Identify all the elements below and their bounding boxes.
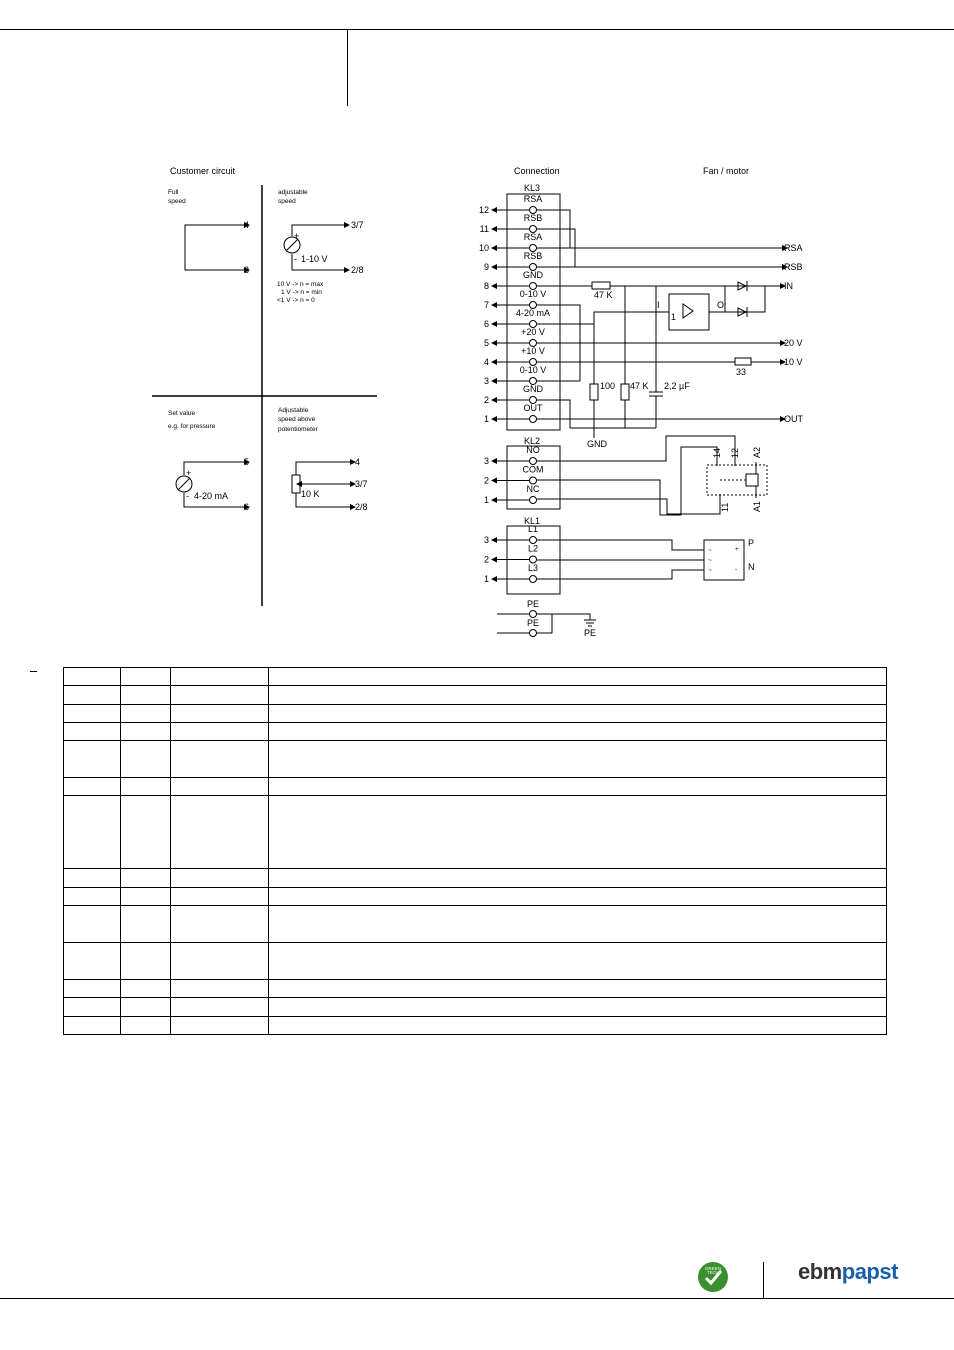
heading-fan-motor: Fan / motor [703, 166, 750, 176]
adj-plus: + [294, 231, 300, 241]
kl3-label-8: +10 V [521, 346, 545, 356]
relay-14: 14 [712, 447, 722, 458]
kl2-num-2: 1 [483, 495, 489, 505]
table-row [64, 723, 887, 741]
fan-r100: 100 [600, 381, 616, 391]
set-current-range: 4-20 mA [194, 491, 229, 501]
rect-p: P [748, 538, 755, 548]
kl3-label-3: RSB [523, 251, 543, 261]
kl3-label-7: +20 V [521, 327, 545, 337]
table-row [64, 705, 887, 723]
data-table [63, 667, 887, 1035]
ebmpapst-logo: ebmpapst [798, 1259, 898, 1284]
fan-amp-out: O [717, 300, 725, 310]
svg-text:+: + [735, 546, 739, 553]
pot-value: 10 K [301, 489, 320, 499]
adj-terminal-b: 2/8 [351, 265, 364, 275]
set-value-label-1: Set value [168, 410, 196, 417]
adj-speed-label-1: adjustable [278, 189, 308, 196]
full-speed-label-1: Full [168, 189, 179, 196]
table-row [64, 998, 887, 1017]
full-terminal-b: 3 [244, 265, 250, 275]
kl3-name: KL3 [524, 183, 541, 193]
relay-12: 12 [730, 447, 740, 458]
fan-amp-num: 1 [671, 312, 677, 322]
pot-terminal-b: 3/7 [355, 479, 368, 489]
kl3-num-11: 1 [483, 414, 489, 424]
table-row [64, 778, 887, 796]
kl3-label-11: OUT [523, 403, 543, 413]
pe-ground: PE [584, 628, 597, 638]
fan-cap: 2,2 µF [664, 381, 690, 391]
kl1-num-1: 2 [483, 554, 489, 565]
table-row [64, 1017, 887, 1035]
footer-rule [0, 1298, 954, 1299]
set-terminal-b: 6 [244, 502, 250, 512]
fan-amp-in: I [657, 300, 660, 310]
set-minus: - [186, 491, 189, 501]
kl3-num-2: 10 [478, 243, 489, 253]
kl1-label-0: L1 [527, 524, 539, 534]
kl2-name: KL2 [524, 436, 541, 446]
adj-voltage-range: 1-10 V [301, 254, 328, 264]
svg-text:~: ~ [708, 567, 712, 574]
svg-text:-: - [735, 566, 738, 573]
kl2-label-1: COM [522, 464, 544, 475]
heading-connection: Connection [514, 166, 560, 176]
table-row [64, 980, 887, 998]
green-tech-badge-icon [697, 1261, 729, 1293]
kl1-terminal-1 [530, 556, 537, 563]
kl3-terminal-11 [530, 416, 537, 423]
kl3-num-8: 4 [483, 357, 489, 367]
kl3-label-1: RSB [523, 213, 543, 223]
adj-minus: - [294, 254, 297, 264]
kl1-num-0: 3 [483, 535, 489, 545]
kl1-terminal-2 [530, 576, 537, 583]
fan-rsa: RSA [784, 243, 803, 253]
adj-terminal-a: 3/7 [351, 220, 364, 230]
table-row [64, 741, 887, 778]
fan-rsb: RSB [784, 262, 803, 272]
kl3-num-10: 2 [483, 395, 489, 405]
pot-terminal-c: 2/8 [355, 502, 368, 512]
speed-note-2: 1 V -> n = min [281, 289, 322, 296]
kl3-num-1: 11 [479, 224, 489, 234]
fan-out: OUT [784, 414, 803, 424]
kl3-label-9: 0-10 V [519, 365, 547, 375]
fan-r47k: 47 K [630, 381, 649, 391]
rect-n: N [748, 562, 755, 572]
kl3-label-6: 4-20 mA [515, 308, 551, 318]
kl3-label-0: RSA [523, 194, 543, 204]
kl2-num-1: 2 [483, 475, 489, 486]
set-value-label-2: e.g. for pressure [168, 423, 216, 430]
svg-text:GREEN: GREEN [704, 1266, 722, 1271]
kl2-terminal-0 [530, 458, 537, 465]
set-plus: + [186, 468, 192, 478]
kl1-num-2: 1 [483, 574, 489, 584]
kl2-num-0: 3 [483, 456, 489, 466]
set-terminal-a: 5 [244, 457, 250, 467]
wiring-diagram [0, 0, 954, 660]
kl2-terminal-2 [530, 497, 537, 504]
table-marker [30, 671, 37, 672]
pot-label-1: Adjustable [278, 407, 309, 414]
pe-label-2: PE [527, 618, 540, 628]
kl3-label-5: 0-10 V [519, 289, 547, 299]
svg-text:TECH: TECH [706, 1270, 720, 1275]
speed-note-3: <1 V -> n = 0 [277, 297, 315, 304]
kl3-num-5: 7 [483, 300, 489, 310]
svg-text:~: ~ [708, 547, 712, 554]
table-row [64, 888, 887, 906]
fan-in: IN [784, 281, 793, 291]
full-speed-label-2: speed [168, 198, 186, 205]
table-row [64, 686, 887, 705]
table-row [64, 869, 887, 888]
kl3-num-3: 9 [483, 262, 489, 272]
kl3-label-2: RSA [523, 232, 543, 242]
kl3-num-6: 6 [483, 319, 489, 329]
kl1-terminal-0 [530, 537, 537, 544]
kl3-num-4: 8 [483, 281, 489, 291]
kl1-label-2: L3 [527, 563, 539, 573]
svg-text:~: ~ [708, 557, 712, 564]
fan-r47k-top: 47 K [594, 290, 613, 300]
logo-divider [763, 1262, 764, 1298]
adj-speed-label-2: speed [278, 198, 296, 205]
pe-label-1: PE [527, 599, 540, 609]
heading-customer-circuit: Customer circuit [170, 166, 236, 176]
kl1-name: KL1 [524, 516, 541, 526]
kl3-num-9: 3 [483, 376, 489, 386]
kl1-label-1: L2 [527, 543, 539, 554]
pot-terminal-a: 4 [355, 457, 361, 467]
relay-a1: A1 [752, 500, 762, 512]
table-row [64, 943, 887, 980]
table-row [64, 796, 887, 869]
kl2-label-0: NO [526, 445, 540, 455]
relay-11: 11 [720, 502, 730, 512]
fan-20v: 20 V [784, 338, 803, 348]
kl3-num-0: 12 [478, 205, 489, 215]
table-row [64, 906, 887, 943]
kl2-terminal-1 [530, 477, 537, 484]
fan-gnd: GND [587, 439, 607, 449]
kl2-label-2: NC [526, 484, 540, 494]
kl3-label-4: GND [523, 270, 543, 280]
relay-a2: A2 [752, 446, 762, 458]
kl3-label-10: GND [523, 384, 543, 394]
fan-r33: 33 [736, 367, 747, 377]
pot-label-3: potentiometer [278, 426, 318, 433]
table-row [64, 668, 887, 686]
fan-10v: 10 V [784, 357, 803, 367]
pot-label-2: speed above [278, 416, 316, 423]
speed-note-1: 10 V -> n = max [277, 281, 324, 288]
kl3-num-7: 5 [483, 338, 489, 348]
full-terminal-a: 4 [244, 220, 250, 230]
